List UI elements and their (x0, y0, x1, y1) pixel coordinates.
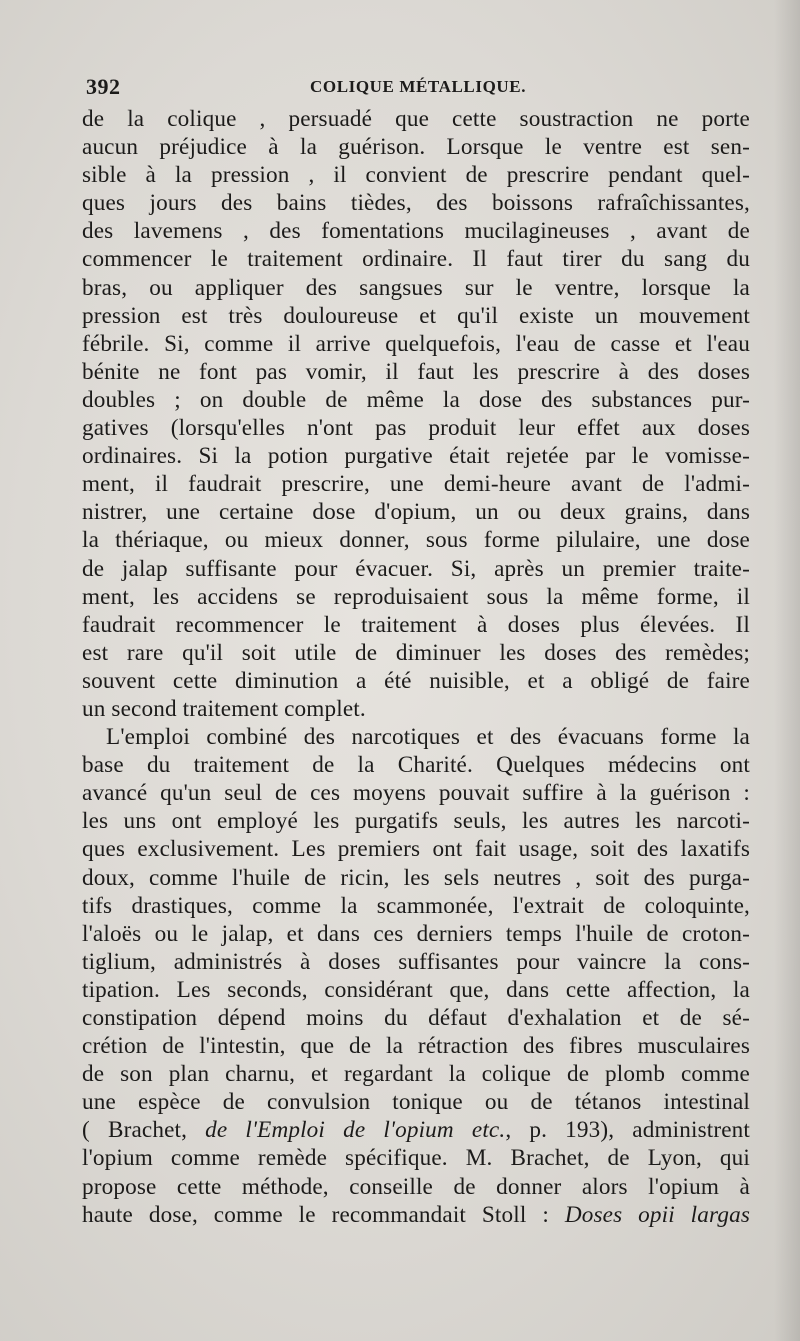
text-line: des lavemens , des fomentations mucilagineuses , avant de (82, 218, 750, 245)
text-line: ques exclusivement. Les premiers ont fait usage, soit des laxatifs (82, 836, 750, 863)
text-line: commencer le traitement ordinaire. Il faut tirer du sang du (82, 246, 750, 273)
text-line: est rare qu'il soit utile de diminuer les doses des remèdes; (82, 639, 750, 666)
text-line: L'emploi combiné des narcotiques et des évacuans forme la (106, 724, 750, 751)
paragraph-2 (82, 723, 750, 1229)
text-line: bras, ou appliquer des sangsues sur le ventre, lorsque la (82, 274, 750, 301)
running-title: COLIQUE MÉTALLIQUE. (310, 77, 527, 96)
text-line: tiglium, administrés à doses suffisantes pour vaincre la cons- (82, 948, 750, 975)
text-line: propose cette méthode, conseille de donner alors l'opium à (82, 1173, 750, 1200)
final-line (82, 1201, 750, 1229)
text-line: ordinaires. Si la potion purgative était rejetée par le vomisse- (82, 443, 750, 470)
text-line: doux, comme l'huile de ricin, les sels neutres , soit des purga- (82, 864, 750, 891)
text-line: bénite ne font pas vomir, il faut les prescrire à des doses (82, 358, 750, 385)
text-line: sible à la pression , il convient de prescrire pendant quel- (82, 162, 750, 189)
text-line: avancé qu'un seul de ces moyens pouvait suffire à la guérison : (82, 780, 750, 807)
text-line: l'aloës ou le jalap, et dans ces derniers temps l'huile de croton- (82, 920, 750, 947)
final-line-text: haute dose, comme le recommandait Stoll : (82, 1201, 565, 1228)
text-line: faudrait recommencer le traitement à doses plus élevées. Il (82, 611, 750, 638)
text-line: tifs drastiques, comme la scammonée, l'extrait de coloquinte, (82, 892, 750, 919)
page-edge-shadow (774, 0, 800, 1341)
text-line: un second traitement complet. (82, 695, 366, 722)
body-text (82, 105, 750, 1229)
text-line: souvent cette diminution a été nuisible, et a obligé de faire (82, 667, 750, 694)
page-number: 392 (86, 74, 121, 99)
text-line: ment, il faudrait prescrire, une demi-heure avant de l'admi- (82, 471, 750, 498)
text-line: crétion de l'intestin, que de la rétraction des fibres musculaires (82, 1033, 750, 1060)
text-line: nistrer, une certaine dose d'opium, un ou deux grains, dans (82, 499, 750, 526)
text-line: aucun préjudice à la guérison. Lorsque le ventre est sen- (82, 134, 750, 161)
text-line: tipation. Les seconds, considérant que, dans cette affection, la (82, 976, 750, 1003)
paragraph-1 (82, 105, 750, 723)
text-line: les uns ont employé les purgatifs seuls, les autres les narcoti- (82, 808, 750, 835)
text-line: de jalap suffisante pour évacuer. Si, après un premier traite- (82, 555, 750, 582)
citation-prefix: ( Brachet, (82, 1117, 206, 1144)
text-line: doubles ; on double de même la dose des substances pur- (82, 386, 750, 413)
text-line: une espèce de convulsion tonique ou de tétanos intestinal (82, 1089, 750, 1116)
citation-title: de l'Emploi de l'opium etc. (205, 1117, 506, 1144)
text-line: l'opium comme remède spécifique. M. Brachet, de Lyon, qui (82, 1145, 750, 1172)
text-line: de son plan charnu, et regardant la colique de plomb comme (82, 1061, 750, 1088)
latin-quote: Doses opii largas (564, 1201, 750, 1228)
text-line: la thériaque, ou mieux donner, sous forme pilulaire, une dose (82, 527, 750, 554)
text-line: ques jours des bains tièdes, des boissons rafraîchissantes, (82, 190, 750, 217)
text-line: ment, les accidens se reproduisaient sous la même forme, il (82, 583, 750, 610)
text-line: constipation dépend moins du défaut d'exhalation et de sé- (82, 1005, 750, 1031)
text-line: de la colique , persuadé que cette soustraction ne porte (82, 106, 750, 132)
running-header (86, 74, 750, 104)
text-line: pression est très douloureuse et qu'il existe un mouvement (82, 302, 750, 329)
text-line: fébrile. Si, comme il arrive quelquefois, l'eau de casse et l'eau (82, 330, 750, 357)
text-line: base du traitement de la Charité. Quelques médecins ont (82, 752, 750, 779)
citation-line (82, 1116, 750, 1144)
text-line: gatives (lorsqu'elles n'ont pas produit leur effet aux doses (82, 415, 750, 442)
citation-suffix: , p. 193), administrent (505, 1117, 750, 1144)
